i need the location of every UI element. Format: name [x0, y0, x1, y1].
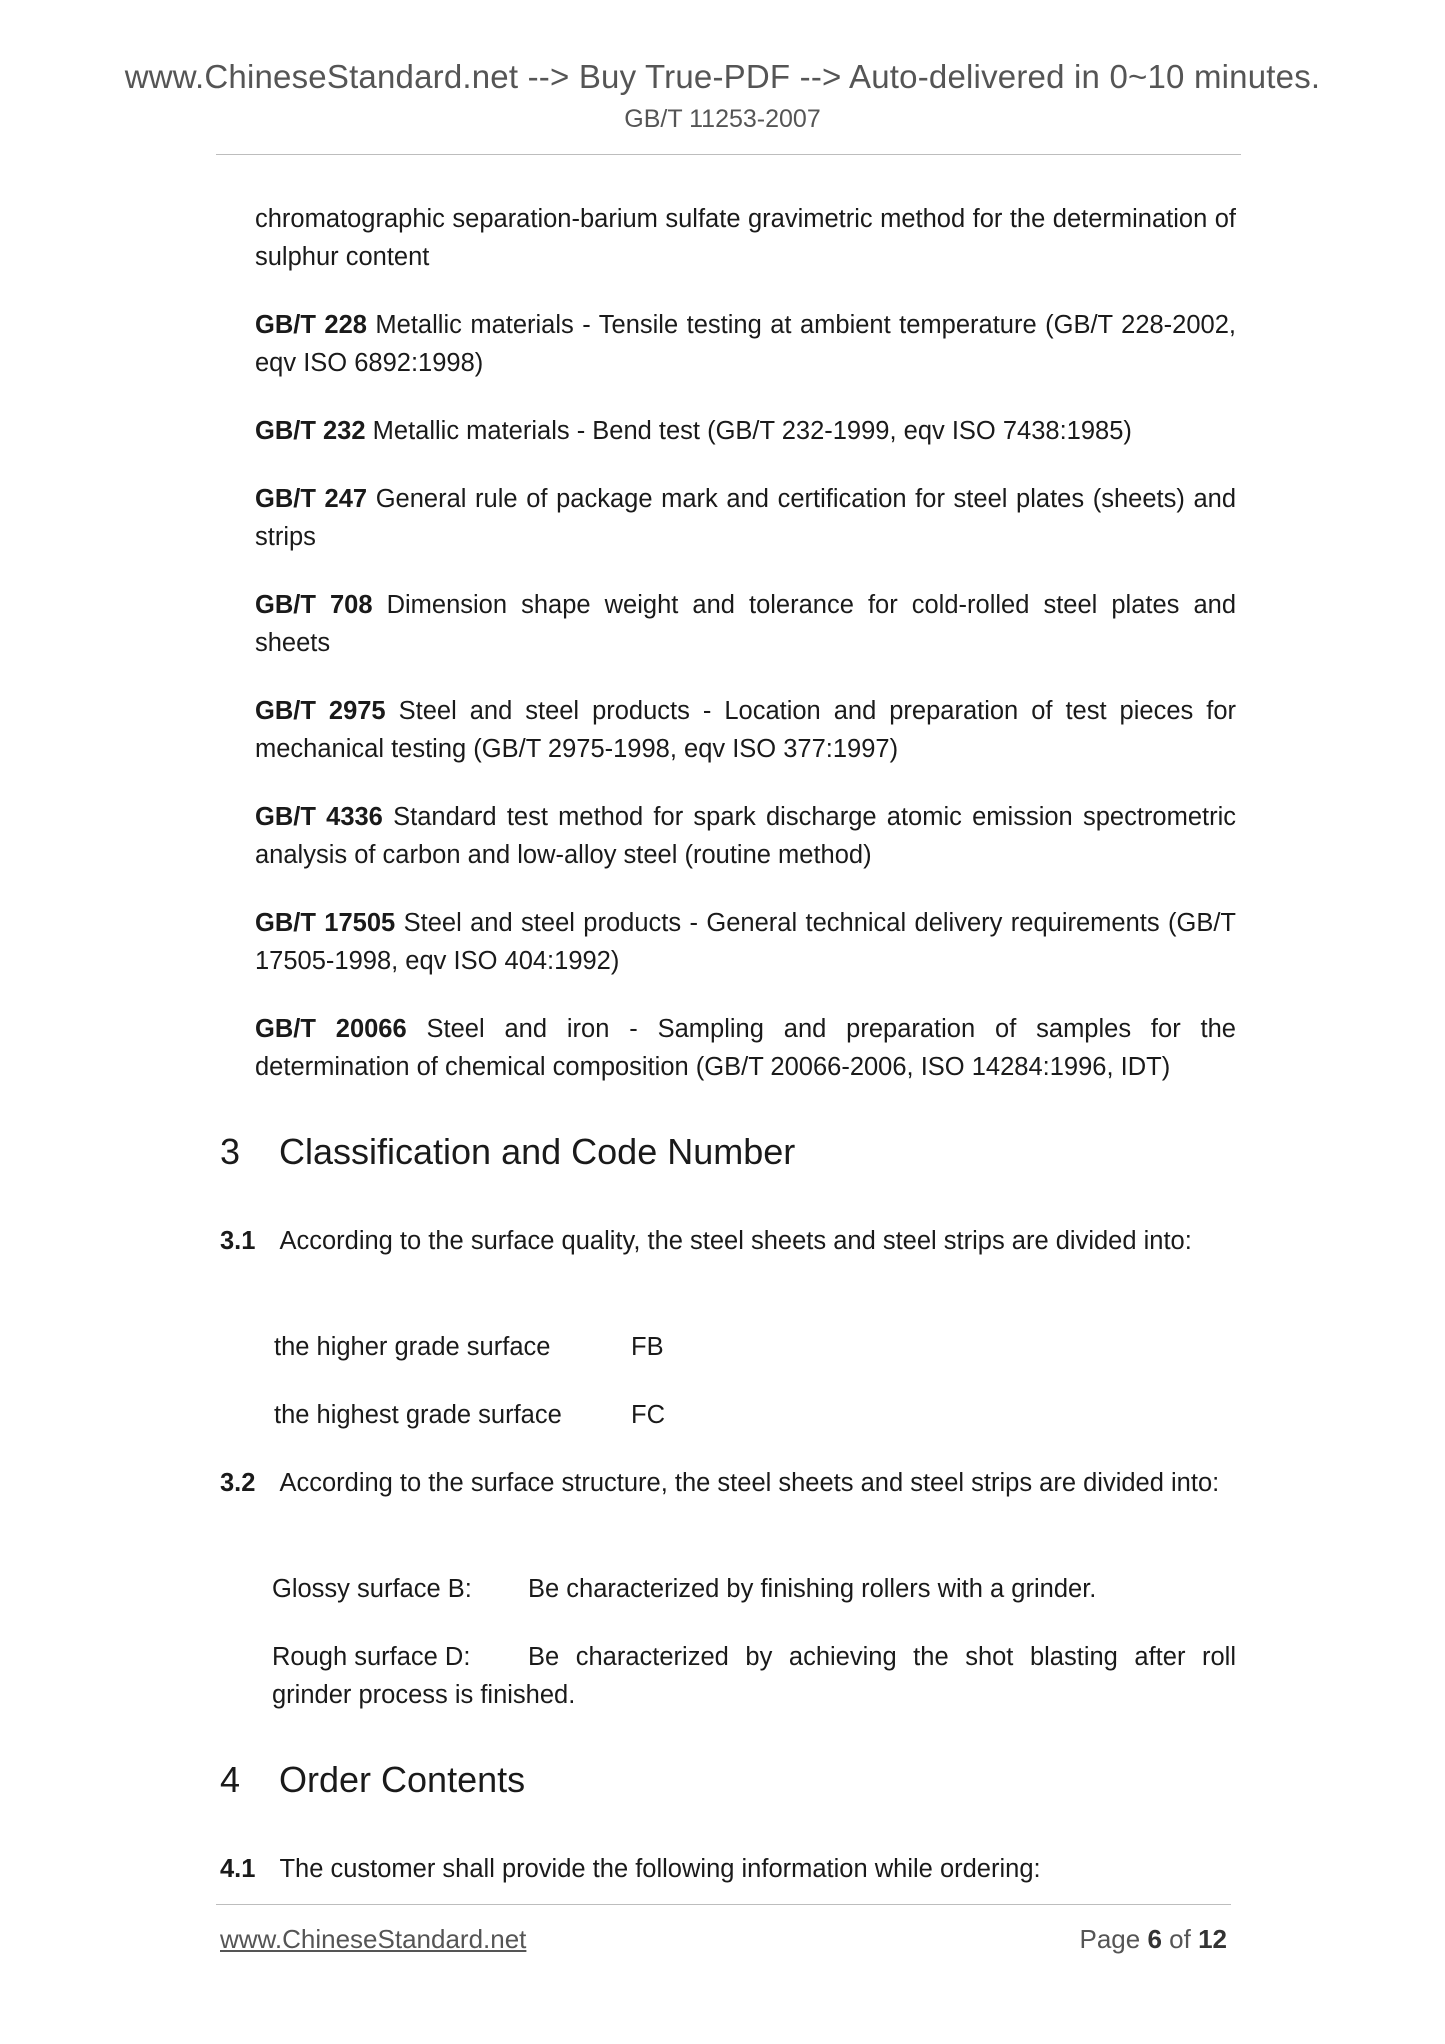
structure-text: Be characterized by finishing rollers with a grinder.: [528, 1575, 1097, 1603]
page-of: of: [1169, 1924, 1191, 1954]
reference-item: [255, 798, 1236, 874]
grade-item: [274, 1396, 665, 1434]
header-standard-id: GB/T 11253-2007: [624, 105, 821, 133]
reference-text: Steel and steel products - Location and preparation of test pieces for mechanical testing (GB/T 2975-1998, eqv ISO 377:1997): [255, 697, 1236, 763]
grade-code: FC: [631, 1401, 665, 1429]
reference-code: GB/T 4336: [255, 803, 383, 831]
clause-number: 3.2: [220, 1469, 256, 1497]
reference-code: GB/T 17505: [255, 909, 396, 937]
reference-item: [255, 480, 1236, 556]
header-banner: www.ChineseStandard.net --> Buy True-PDF --> Auto-delivered in 0~10 minutes.: [124, 58, 1321, 95]
reference-text: Metallic materials - Tensile testing at ambient temperature (GB/T 228-2002, eqv ISO 6892:1998): [255, 311, 1236, 377]
section-heading: [220, 1131, 795, 1173]
reference-text: Standard test method for spark discharge atomic emission spectrometric analysis of carbon and low-alloy steel (routine method): [255, 803, 1236, 869]
structure-label: Rough surface D:: [272, 1643, 471, 1671]
clause-text: The customer shall provide the following information while ordering:: [279, 1855, 1041, 1883]
reference-code: GB/T 247: [255, 485, 368, 513]
reference-text: Dimension shape weight and tolerance for cold-rolled steel plates and sheets: [255, 591, 1236, 657]
surface-structure-item: [272, 1570, 1236, 1608]
reference-text: General rule of package mark and certification for steel plates (sheets) and strips: [255, 485, 1236, 551]
section-title: Order Contents: [279, 1759, 526, 1800]
footer-website-link[interactable]: www.ChineseStandard.net: [220, 1924, 527, 1954]
reference-text: Steel and iron - Sampling and preparation of samples for the determination of chemical composition (GB/T 20066-2006, ISO 14284:1996, IDT): [255, 1015, 1236, 1081]
reference-item: [255, 1010, 1236, 1086]
surface-structure-item: [272, 1638, 1236, 1714]
section-heading: [220, 1759, 525, 1801]
page-indicator: [1079, 1924, 1227, 1955]
reference-text: Steel and steel products - General technical delivery requirements (GB/T 17505-1998, eqv ISO 404:1992): [255, 909, 1236, 975]
reference-text: Metallic materials - Bend test (GB/T 232-1999, eqv ISO 7438:1985): [372, 417, 1132, 445]
structure-label: Glossy surface B:: [272, 1575, 472, 1603]
reference-code: GB/T 708: [255, 591, 373, 619]
reference-continuation: [255, 200, 1236, 276]
reference-code: GB/T 228: [255, 311, 367, 339]
clause: [220, 1850, 1236, 1888]
grade-label: the higher grade surface: [274, 1333, 551, 1361]
structure-text: Be characterized by achieving the shot blasting after roll grinder process is finished.: [272, 1643, 1236, 1709]
reference-item: [255, 692, 1236, 768]
section-number: 3: [220, 1131, 241, 1172]
grade-label: the highest grade surface: [274, 1401, 562, 1429]
reference-code: GB/T 20066: [255, 1015, 407, 1043]
section-title: Classification and Code Number: [279, 1131, 796, 1172]
reference-code: GB/T 2975: [255, 697, 386, 725]
reference-item: [255, 904, 1236, 980]
reference-item: [255, 412, 1236, 450]
clause-text: According to the surface quality, the steel sheets and steel strips are divided into:: [279, 1227, 1192, 1255]
reference-item: [255, 306, 1236, 382]
header-divider: [216, 154, 1241, 155]
reference-code: GB/T 232: [255, 417, 366, 445]
page-current: 6: [1147, 1924, 1162, 1954]
clause-text: According to the surface structure, the steel sheets and steel strips are divided into:: [279, 1469, 1220, 1497]
footer-divider: [216, 1904, 1231, 1905]
clause: [220, 1464, 1236, 1502]
reference-item: [255, 586, 1236, 662]
page-total: 12: [1198, 1924, 1227, 1954]
grade-item: [274, 1328, 664, 1366]
page-prefix: Page: [1079, 1924, 1141, 1954]
grade-code: FB: [631, 1333, 664, 1361]
reference-text: chromatographic separation-barium sulfate gravimetric method for the determination of sulphur content: [255, 205, 1236, 271]
section-number: 4: [220, 1759, 241, 1800]
clause-number: 3.1: [220, 1227, 256, 1255]
clause: [220, 1222, 1236, 1260]
clause-number: 4.1: [220, 1855, 256, 1883]
